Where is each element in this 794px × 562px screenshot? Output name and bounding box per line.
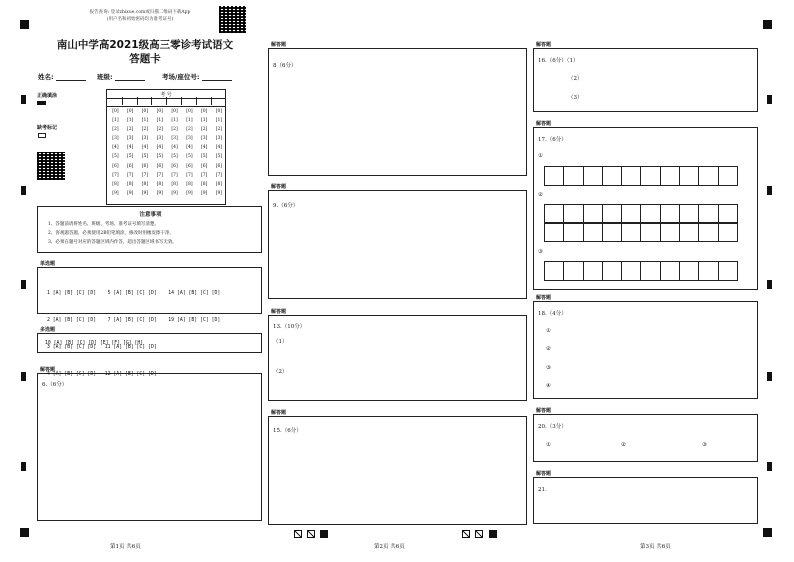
exam-id-digit-bubble[interactable]: [6] <box>215 163 223 169</box>
exam-id-digit-bubble[interactable]: [4] <box>127 145 134 151</box>
exam-id-digit-bubble[interactable]: [0] <box>201 109 208 114</box>
corner-mark <box>763 528 772 537</box>
page-marker-icon <box>475 530 483 538</box>
exam-id-digit-bubble[interactable]: [9] <box>186 190 193 196</box>
answer-section-label: 解答题 <box>536 121 552 127</box>
exam-id-digit-bubble[interactable]: [6] <box>112 163 119 169</box>
q18-item2-label: ② <box>546 346 551 352</box>
page-marker-icon <box>294 530 302 538</box>
timing-mark <box>21 186 26 195</box>
exam-id-digit-bubble[interactable]: [6] <box>127 163 134 169</box>
exam-id-digit-bubble[interactable]: [4] <box>156 145 163 151</box>
q18-item1-label: ① <box>546 328 551 334</box>
q9-label: 9.（6分） <box>273 203 299 209</box>
exam-id-digit-bubble[interactable]: [0] <box>171 109 178 114</box>
exam-id-digit-bubble[interactable]: [6] <box>171 163 178 169</box>
answer-section-label: 解答题 <box>271 184 287 190</box>
exam-id-digit-bubble[interactable]: [8] <box>156 181 163 187</box>
exam-id-digit-bubble[interactable]: [4] <box>141 145 149 151</box>
page-number-1: 第1页 共6页 <box>110 544 141 550</box>
exam-id-digit-bubble[interactable]: [5] <box>127 154 134 160</box>
exam-id-digit-bubble[interactable]: [2] <box>171 127 178 133</box>
exam-id-digit-bubble[interactable]: [6] <box>201 163 208 169</box>
exam-id-digit-bubble[interactable]: [5] <box>201 154 208 160</box>
q18-item3-label: ③ <box>546 365 551 371</box>
exam-id-column[interactable] <box>212 107 227 198</box>
qr-code-icon <box>219 6 246 33</box>
q13-part1-label: （1） <box>273 339 288 345</box>
exam-id-digit-bubble[interactable]: [3] <box>201 136 208 142</box>
exam-id-digit-bubble[interactable]: [8] <box>186 181 193 187</box>
exam-id-digit-bubble[interactable]: [2] <box>201 127 208 133</box>
q20-label: 20.（3分） <box>538 424 567 430</box>
exam-id-digit-bubble[interactable]: [8] <box>215 181 223 187</box>
absent-checkbox[interactable] <box>38 133 46 138</box>
corner-mark <box>763 20 772 29</box>
notice-item: 2、客观题答题，必须使用2B铅笔填涂，修改时用橡皮擦干净。 <box>48 231 175 236</box>
exam-id-digit-bubble[interactable]: [8] <box>171 181 178 187</box>
exam-id-column[interactable] <box>167 107 182 198</box>
exam-id-digit-bubble[interactable]: [0] <box>141 109 149 114</box>
q21-answer-box[interactable] <box>533 477 758 524</box>
exam-id-digit-bubble[interactable]: [9] <box>127 190 134 196</box>
multi-choice-row[interactable]: 10 [A] [B] [C] [D] [E] [F] [G] [H] <box>45 341 144 346</box>
filled-sample-icon <box>37 101 46 105</box>
q20-item1-label: ① <box>546 442 551 448</box>
exam-id-digit-bubble[interactable]: [0] <box>215 109 223 114</box>
exam-id-digit-bubble[interactable]: [9] <box>215 190 223 196</box>
exam-id-column[interactable] <box>182 107 197 198</box>
q6-answer-box[interactable] <box>37 373 262 521</box>
answer-section-label: 解答题 <box>271 309 287 315</box>
exam-id-column[interactable] <box>138 107 153 198</box>
page-marker-icon <box>307 530 315 538</box>
exam-id-digit-bubble[interactable]: [0] <box>156 109 163 114</box>
single-choice-rows[interactable]: 1 [A] [B] [C] [D] 5 [A] [B] [C] [D] 14 [A] [B] [C] [D] 2 [A] [B] [C] [D] 7 [A] [B] [C] [D] 19 [A] [B] [C] [D] 3 [A] [B] [C] [D] 11 [A] [B] [C] [D] 4 [A] [B] [C] [D] 12 [A] [B] [C] [D] <box>47 291 221 377</box>
exam-id-digit-bubble[interactable]: [1] <box>186 118 193 124</box>
exam-id-digit-bubble[interactable]: [2] <box>127 127 134 133</box>
q9-answer-box[interactable] <box>268 190 527 299</box>
barcode-qr-icon <box>37 152 65 180</box>
exam-id-column[interactable] <box>123 107 138 198</box>
exam-id-digit-bubble[interactable]: [5] <box>156 154 163 160</box>
answer-section-label: 解答题 <box>40 367 56 373</box>
exam-id-digit-bubble[interactable]: [6] <box>186 163 193 169</box>
answer-section-label: 解答题 <box>271 42 287 48</box>
exam-id-digit-bubble[interactable]: [1] <box>215 118 223 124</box>
answer-section-label: 解答题 <box>536 295 552 301</box>
timing-mark <box>21 95 26 104</box>
exam-id-digit-bubble[interactable]: [3] <box>141 136 149 142</box>
q17-item3-label: ③ <box>538 249 543 255</box>
notice-item: 3、必须在题号对应的答题区域内作答，超出答题区域书写无效。 <box>48 240 177 245</box>
exam-id-digit-bubble[interactable]: [2] <box>156 127 163 133</box>
q13-part2-label: （2） <box>273 369 288 375</box>
timing-mark <box>767 372 772 381</box>
exam-id-digit-bubble[interactable]: [1] <box>141 118 149 124</box>
exam-id-digit-bubble[interactable]: [4] <box>215 145 223 151</box>
exam-id-digit-bubble[interactable]: [1] <box>127 118 134 124</box>
q16-part3-label: （3） <box>568 95 583 101</box>
exam-id-digit-bubble[interactable]: [8] <box>112 181 119 187</box>
q17-item1-label: ① <box>538 153 543 159</box>
writing-cell-row[interactable] <box>544 222 738 242</box>
exam-id-digit-bubble[interactable]: [4] <box>201 145 208 151</box>
exam-id-digit-bubble[interactable]: [3] <box>156 136 163 142</box>
exam-id-digit-bubble[interactable]: [7] <box>127 172 134 178</box>
name-field[interactable]: 姓名: <box>38 72 86 81</box>
exam-id-digit-bubble[interactable]: [3] <box>171 136 178 142</box>
exam-id-digit-bubble[interactable]: [1] <box>156 118 163 124</box>
q20-item3-label: ③ <box>702 442 707 448</box>
q13-answer-box[interactable] <box>268 315 527 401</box>
q17-label: 17.（6分） <box>538 137 567 143</box>
exam-id-digit-bubble[interactable]: [1] <box>171 118 178 124</box>
exam-id-digit-bubble[interactable]: [7] <box>186 172 193 178</box>
exam-id-digit-bubble[interactable]: [7] <box>112 172 119 178</box>
exam-id-digit-bubble[interactable]: [4] <box>186 145 193 151</box>
exam-id-digit-bubble[interactable]: [7] <box>156 172 163 178</box>
timing-mark <box>767 186 772 195</box>
notice-list <box>48 220 177 247</box>
exam-id-digit-bubble[interactable]: [0] <box>112 109 119 114</box>
page-title: 南山中学高2021级高三零诊考试语文 答题卡 <box>56 39 234 65</box>
writing-cell-row[interactable] <box>544 261 738 281</box>
page-number-2: 第2页 共6页 <box>374 544 405 550</box>
room-seat-field[interactable]: 考场/座位号: <box>162 72 232 81</box>
exam-id-digit-bubble[interactable]: [4] <box>171 145 178 151</box>
exam-id-header: 考 号 <box>160 92 172 98</box>
notice-item: 1、答题前请将姓名、班级、考场、准考证号填写清楚。 <box>48 222 159 227</box>
exam-id-digit-bubble[interactable]: [0] <box>186 109 193 114</box>
q20-item2-label: ② <box>621 442 626 448</box>
exam-id-digit-bubble[interactable]: [7] <box>171 172 178 178</box>
multi-choice-box <box>37 333 262 353</box>
exam-id-digit-bubble[interactable]: [9] <box>112 190 119 196</box>
class-field[interactable]: 班级: <box>97 72 145 81</box>
q6-label: 6.（6分） <box>42 382 68 388</box>
correct-fill-label: 正确填涂 <box>37 93 58 99</box>
page-marker-icon <box>489 530 497 538</box>
exam-id-digit-bubble[interactable]: [9] <box>171 190 178 196</box>
exam-id-digit-bubble[interactable]: [9] <box>156 190 163 196</box>
answer-section-label: 解答题 <box>536 471 552 477</box>
exam-id-digit-bubble[interactable]: [2] <box>112 127 119 133</box>
q18-label: 18.（4分） <box>538 311 567 317</box>
timing-mark <box>767 280 772 289</box>
page-marker-icon <box>462 530 470 538</box>
notice-box <box>37 206 262 253</box>
exam-id-column[interactable] <box>152 107 167 198</box>
multi-choice-title: 多选题 <box>40 327 56 333</box>
q20-answer-box[interactable] <box>533 414 758 462</box>
writing-cell-row[interactable] <box>544 204 738 224</box>
q15-label: 15.（6分） <box>273 428 302 434</box>
writing-cell-row[interactable] <box>544 166 738 186</box>
timing-mark <box>21 462 26 471</box>
q15-answer-box[interactable] <box>268 416 527 525</box>
exam-id-digit-bubble[interactable]: [4] <box>112 145 119 151</box>
absent-mark-label: 缺考标记 <box>37 125 58 131</box>
exam-id-digit-bubble[interactable]: [3] <box>186 136 193 142</box>
corner-mark <box>20 528 29 537</box>
q18-item4-label: ④ <box>546 383 551 389</box>
q18-answer-box[interactable] <box>533 301 758 399</box>
page-number-3: 第3页 共6页 <box>640 544 671 550</box>
exam-id-digit-bubble[interactable]: [8] <box>141 181 149 187</box>
q17-item2-label: ② <box>538 192 543 198</box>
exam-id-digit-bubble[interactable]: [8] <box>127 181 134 187</box>
answer-section-label: 解答题 <box>271 410 287 416</box>
exam-id-column[interactable] <box>197 107 212 198</box>
timing-mark <box>767 462 772 471</box>
exam-id-digit-bubble[interactable]: [3] <box>112 136 119 142</box>
single-choice-title: 单选题 <box>40 261 56 267</box>
exam-id-digit-bubble[interactable]: [5] <box>141 154 149 160</box>
exam-id-digit-bubble[interactable]: [7] <box>215 172 223 178</box>
exam-id-digit-bubble[interactable]: [3] <box>215 136 223 142</box>
exam-id-digit-bubble[interactable]: [9] <box>201 190 208 196</box>
exam-id-digit-bubble[interactable]: [5] <box>215 154 223 160</box>
notice-title: 注意事项 <box>139 212 162 218</box>
timing-mark <box>767 95 772 104</box>
exam-id-digit-bubble[interactable]: [9] <box>141 190 149 196</box>
report-query-note: 报告查询: 登录zhixue.com或扫描二维码下载App (用户名和初始密码均为准考证号) <box>89 10 191 22</box>
exam-id-digit-bubble[interactable]: [2] <box>186 127 193 133</box>
exam-id-digit-bubble[interactable]: [1] <box>201 118 208 124</box>
q21-label: 21. <box>538 487 547 493</box>
page-marker-icon <box>320 530 328 538</box>
timing-mark <box>21 280 26 289</box>
exam-id-digit-bubble[interactable]: [6] <box>141 163 149 169</box>
corner-mark <box>20 20 29 29</box>
exam-id-digit-bubble[interactable]: [0] <box>127 109 134 114</box>
q13-label: 13.（10分） <box>273 324 306 330</box>
exam-id-digit-bubble[interactable]: [5] <box>112 154 119 160</box>
exam-id-digit-bubble[interactable]: [7] <box>201 172 208 178</box>
exam-id-column[interactable] <box>108 107 123 198</box>
q16-answer-box[interactable] <box>533 48 758 112</box>
exam-id-digit-bubble[interactable]: [6] <box>156 163 163 169</box>
q8-answer-box[interactable] <box>268 48 527 176</box>
exam-id-digit-bubble[interactable]: [1] <box>112 118 119 124</box>
exam-id-digit-bubble[interactable]: [3] <box>127 136 134 142</box>
timing-mark <box>21 372 26 381</box>
exam-id-digit-bubble[interactable]: [5] <box>171 154 178 160</box>
q16-part2-label: （2） <box>568 76 583 82</box>
q8-label: 8（6分） <box>273 63 297 69</box>
exam-id-digit-bubble[interactable]: [2] <box>141 127 149 133</box>
exam-id-digit-bubble[interactable]: [8] <box>201 181 208 187</box>
exam-id-digit-bubble[interactable]: [2] <box>215 127 223 133</box>
answer-section-label: 解答题 <box>536 42 552 48</box>
answer-section-label: 解答题 <box>536 408 552 414</box>
exam-id-digit-bubble[interactable]: [5] <box>186 154 193 160</box>
q16-label: 16.（6分）（1） <box>538 58 579 64</box>
exam-id-digit-bubble[interactable]: [7] <box>141 172 149 178</box>
